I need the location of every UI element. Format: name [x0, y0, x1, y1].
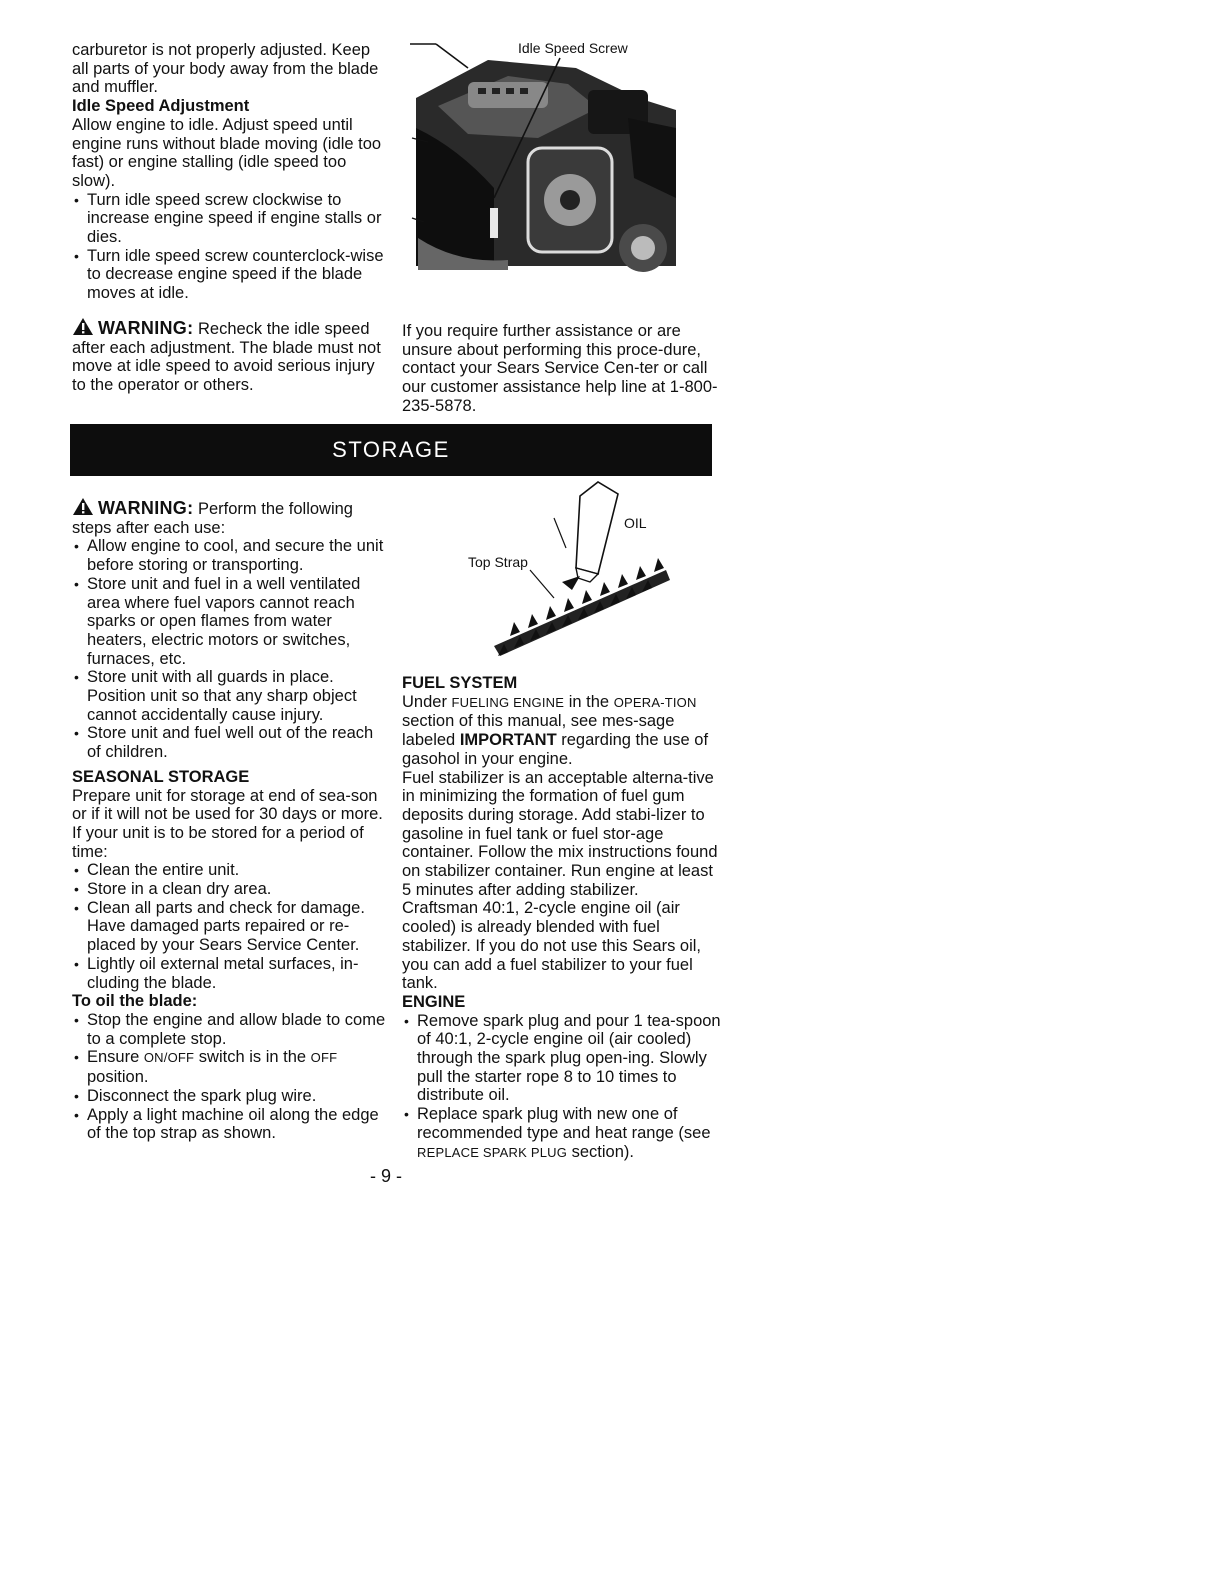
fuel-p1-post: regarding the use of gasohol in your engine.: [402, 731, 709, 768]
fuel-system-p3: Craftsman 40:1, 2-cycle engine oil (air cooled) is already blended with fuel stabilizer. If you do not use this Sears oil, you can add a fuel stabilizer to your fuel tank.: [402, 899, 701, 993]
list-item: • Allow engine to cool, and secure the unit before storing or transporting.: [72, 537, 390, 574]
fuel-p1-mid: in the: [564, 692, 614, 711]
list-item: • Clean the entire unit.: [72, 861, 390, 880]
storage-warning-bullets: [72, 537, 390, 761]
page-number: - 9 -: [370, 1166, 403, 1186]
idle-speed-bullets: [72, 191, 390, 303]
warning-icon: [72, 497, 94, 516]
engine-b2-post: section).: [567, 1142, 634, 1161]
list-item: • Store unit and fuel in a well ventilated area where fuel vapors cannot reach sparks or open flames from water heaters, electric motors or switches, furnaces, etc.: [72, 575, 390, 669]
warning-label: WARNING:: [98, 317, 194, 338]
seasonal-storage-heading: SEASONAL STORAGE: [72, 767, 250, 786]
assistance-paragraph: [402, 322, 722, 416]
idle-speed-screw-figure: [398, 38, 688, 273]
important-term: IMPORTANT: [459, 731, 557, 750]
fueling-engine-term: FUELING ENGINE: [451, 694, 565, 710]
fuel-system-p2: Fuel stabilizer is an acceptable alterna-tive in minimizing the formation of fuel gum deposits during storage. Add stabi-lizer to gasoline in fuel tank or fuel stor-age container. Follow the mix instructions found on stabilizer container. Run engine at least 5 minutes after adding stabilizer.: [402, 768, 718, 899]
fuel-p1-pre: Under: [402, 692, 452, 711]
storage-left-column: [72, 497, 390, 1143]
carburetor-intro: carburetor is not properly adjusted. Keep all parts of your body away from the blade and muffler.: [72, 41, 379, 97]
engine-bullets: [402, 1012, 722, 1163]
idle-speed-body: Allow engine to idle. Adjust speed until engine runs without blade moving (idle too fast) or engine stalling (idle speed too slow).: [72, 115, 382, 190]
oil-blade-heading: To oil the blade:: [72, 992, 198, 1011]
engine-b2-pre: Replace spark plug with new one of recommended type and heat range (see: [417, 1105, 711, 1142]
engine-illustration: [398, 38, 688, 273]
list-item: • Store in a clean dry area.: [72, 880, 390, 899]
operation-term: OPERA-TION: [613, 694, 697, 710]
top-left-column: [72, 41, 390, 395]
fuel-system-p1: [402, 693, 722, 769]
oil-b2-post: position.: [87, 1068, 149, 1087]
seasonal-storage-p1: Prepare unit for storage at end of sea-son or if it will not be used for 30 days or more.: [72, 786, 383, 824]
list-item: • Apply a light machine oil along the edge of the top strap as shown.: [72, 1106, 390, 1143]
list-item: • Remove spark plug and pour 1 tea-spoon of 40:1, 2-cycle engine oil (air cooled) through the spark plug open-ing. Slowly pull the starter rope 8 to 10 times to distribute oil.: [402, 1012, 722, 1106]
blade-oil-illustration: [470, 478, 700, 668]
list-item: [402, 1105, 722, 1162]
list-item: • Store unit and fuel well out of the reach of children.: [72, 724, 390, 761]
seasonal-storage-bullets: [72, 861, 390, 992]
seasonal-storage-p2: If your unit is to be stored for a period of time:: [72, 823, 364, 861]
warning-text: Perform the following steps after each use:: [72, 500, 353, 537]
list-item: [72, 1048, 390, 1086]
oil-b2-mid: switch is in the: [194, 1048, 311, 1067]
list-item: • Lightly oil external metal surfaces, in-cluding the blade.: [72, 955, 390, 992]
oil-b2-pre: Ensure: [87, 1048, 144, 1067]
oil-label: OIL: [624, 515, 647, 531]
oil-blade-bullets: [72, 1011, 390, 1143]
warning-icon: [72, 317, 94, 336]
list-item: • Turn idle speed screw clockwise to increase engine speed if engine stalls or dies.: [72, 191, 390, 247]
fuel-system-heading: FUEL SYSTEM: [402, 674, 518, 692]
idle-speed-screw-label: Idle Speed Screw: [518, 40, 628, 56]
storage-warning: [72, 497, 390, 537]
idle-warning: [72, 317, 390, 395]
off-term: OFF: [310, 1050, 338, 1066]
list-item: • Store unit with all guards in place. Position unit so that any sharp object cannot accidentally cause injury.: [72, 668, 390, 724]
on-off-term: ON/OFF: [143, 1050, 195, 1066]
list-item: • Stop the engine and allow blade to come to a complete stop.: [72, 1011, 390, 1048]
fuel-p1-mid2: section of this manual, see mes-sage labeled: [402, 712, 675, 750]
storage-right-column: [402, 674, 722, 1162]
list-item: • Disconnect the spark plug wire.: [72, 1087, 390, 1106]
list-item: • Clean all parts and check for damage. Have damaged parts repaired or re-placed by your Sears Service Center.: [72, 899, 390, 955]
idle-speed-heading: Idle Speed Adjustment: [72, 97, 250, 116]
engine-heading: ENGINE: [402, 992, 466, 1011]
assistance-text: If you require further assistance or are unsure about performing this proce-dure, contact your Sears Service Cen-ter or call our customer assistance help line at 1-800-235-5878.: [402, 322, 718, 415]
top-strap-oil-figure: [470, 478, 700, 668]
warning-label: WARNING:: [98, 498, 194, 518]
list-item: • Turn idle speed screw counterclock-wise to decrease engine speed if the blade moves at idle.: [72, 247, 390, 303]
top-strap-label: Top Strap: [468, 554, 528, 570]
warning-text: Recheck the idle speed after each adjustment. The blade must not move at idle speed to avoid serious injury to the operator or others.: [72, 319, 381, 394]
replace-spark-plug-term: REPLACE SPARK PLUG: [417, 1144, 568, 1160]
storage-banner: STORAGE: [70, 424, 712, 476]
